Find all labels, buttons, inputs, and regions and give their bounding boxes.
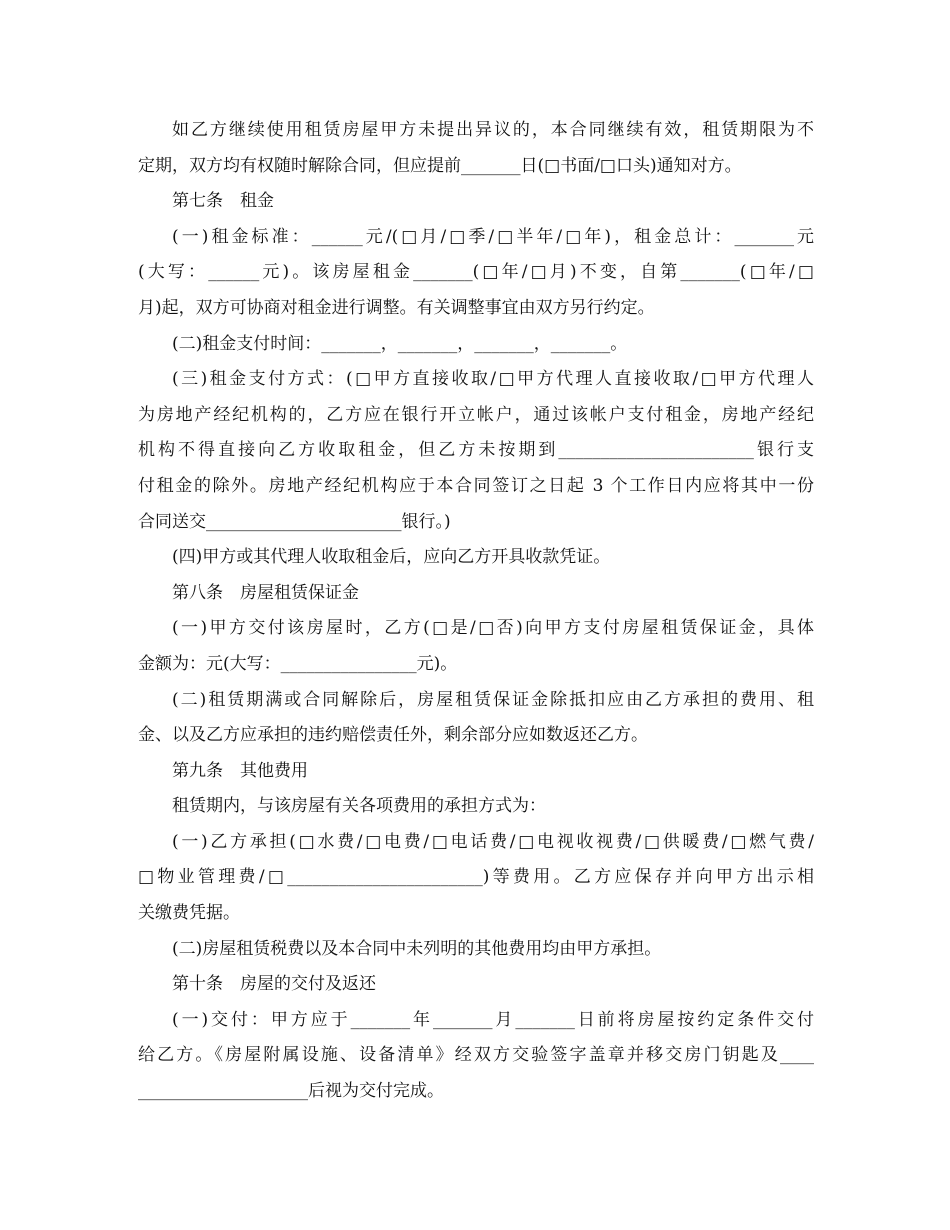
contract-text-line: 租赁期内，与该房屋有关各项费用的承担方式为： <box>172 796 546 817</box>
contract-text-line: (二)租金支付时间：_______，_______，_______，_______。 <box>172 333 628 354</box>
contract-page <box>138 113 814 1110</box>
contract-text-line: (四)甲方或其代理人收取租金后，应向乙方开具收款凭证。 <box>172 547 611 568</box>
contract-text-line: (大写：______元)。该房屋租金_______(□年/□月)不变，自第_______(□年/□ <box>138 262 814 283</box>
contract-text-line: □物业管理费/□_______________________)等费用。乙方应保存并向甲方出示相 <box>138 867 814 888</box>
contract-text-line: 关缴费凭据。 <box>138 903 240 924</box>
contract-text-line: 如乙方继续使用租赁房屋甲方未提出异议的，本合同继续有效，租赁期限为不 <box>172 120 814 140</box>
contract-text-line: (三)租金支付方式：(□甲方直接收取/□甲方代理人直接收取/□甲方代理人 <box>172 369 814 390</box>
contract-text-line: (一)交付：甲方应于_______年_______月_______日前将房屋按约定条件交付 <box>172 1009 814 1030</box>
contract-text-line: 为房地产经纪机构的，乙方应在银行开立帐户，通过该帐户支付租金，房地产经纪 <box>138 404 814 425</box>
contract-text-line: (一)甲方交付该房屋时，乙方(□是/□否)向甲方支付房屋租赁保证金，具体 <box>172 618 814 639</box>
contract-text-line: (一)乙方承担(□水费/□电费/□电话费/□电视收视费/□供暖费/□燃气费/ <box>172 831 814 852</box>
contract-text-line: 机构不得直接向乙方收取租金，但乙方未按期到_______________________银行支 <box>138 440 814 461</box>
contract-text-line: (一)租金标准：______元/(□月/□季/□半年/□年)，租金总计：_______元 <box>172 226 814 247</box>
contract-text-line: 给乙方。《房屋附属设施、设备清单》经双方交验签字盖章并移交房门钥匙及____ <box>138 1045 814 1066</box>
contract-text-line: 第七条 租金 <box>172 191 274 212</box>
contract-text-line: 第十条 房屋的交付及返还 <box>172 974 376 995</box>
contract-text-line: 金额为：元(大写：________________元)。 <box>138 653 458 674</box>
contract-text-line: 第九条 其他费用 <box>172 760 308 781</box>
contract-text-line: 月)起，双方可协商对租金进行调整。有关调整事宜由双方另行约定。 <box>138 297 655 318</box>
contract-text-line: 定期，双方均有权随时解除合同，但应提前_______日(□书面/□口头)通知对方。 <box>138 155 742 176</box>
contract-text-line: (二)租赁期满或合同解除后，房屋租赁保证金除抵扣应由乙方承担的费用、租 <box>172 689 814 710</box>
contract-text-line: 合同送交_______________________银行。) <box>138 511 451 532</box>
contract-text-line: 第八条 房屋租赁保证金 <box>172 582 359 603</box>
contract-text-line: ____________________后视为交付完成。 <box>138 1081 444 1102</box>
contract-text-line: 付租金的除外。房地产经纪机构应于本合同签订之日起 3 个工作日内应将其中一份 <box>138 475 814 496</box>
contract-text-line: 金、以及乙方应承担的违约赔偿责任外，剩余部分应如数返还乙方。 <box>138 725 648 746</box>
contract-text-line: (二)房屋租赁税费以及本合同中未列明的其他费用均由甲方承担。 <box>172 938 662 959</box>
